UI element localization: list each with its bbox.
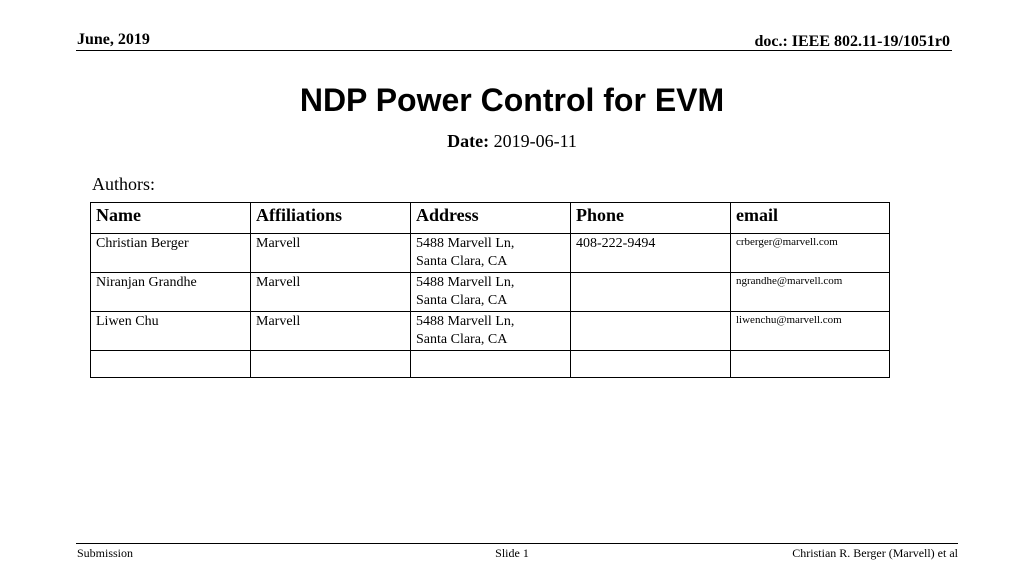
address-line-2: Santa Clara, CA (416, 254, 508, 269)
footer-authors: Christian R. Berger (Marvell) et al (792, 546, 958, 560)
table-row (91, 273, 890, 312)
author-name: Niranjan Grandhe (91, 273, 251, 312)
date-line (0, 131, 1024, 152)
address-line-1: 5488 Marvell Ln, (416, 236, 515, 251)
footer-slide-number: Slide 1 (495, 546, 529, 560)
address-line-2: Santa Clara, CA (416, 293, 508, 308)
author-phone (571, 312, 731, 351)
slide-title: NDP Power Control for EVM (299, 82, 725, 118)
address-line-1: 5488 Marvell Ln, (416, 275, 515, 290)
footer-submission: Submission (77, 546, 134, 560)
author-email (731, 351, 890, 378)
authors-label: Authors: (92, 174, 155, 194)
author-address (411, 273, 571, 312)
column-header-address: Address (411, 203, 571, 234)
column-header-phone: Phone (571, 203, 731, 234)
author-phone (571, 351, 731, 378)
author-email: crberger@marvell.com (731, 234, 890, 273)
author-name (91, 351, 251, 378)
header-doc-id: doc.: IEEE 802.11-19/1051r0 (754, 33, 950, 50)
author-name: Liwen Chu (91, 312, 251, 351)
address-line-1: 5488 Marvell Ln, (416, 314, 515, 329)
table-row (91, 234, 890, 273)
author-address (411, 234, 571, 273)
column-header-email: email (731, 203, 890, 234)
author-affiliation: Marvell (251, 312, 411, 351)
author-email: liwenchu@marvell.com (731, 312, 890, 351)
column-header-affiliations: Affiliations (251, 203, 411, 234)
author-affiliation: Marvell (251, 234, 411, 273)
author-address (411, 312, 571, 351)
column-header-name: Name (91, 203, 251, 234)
author-phone (571, 273, 731, 312)
author-address (411, 351, 571, 378)
footer-divider (76, 543, 958, 544)
table-row (91, 312, 890, 351)
address-line-2: Santa Clara, CA (416, 332, 508, 347)
table-header-row (91, 203, 890, 234)
table-row-empty (91, 351, 890, 378)
author-phone: 408-222-9494 (571, 234, 731, 273)
author-affiliation: Marvell (251, 273, 411, 312)
author-email: ngrandhe@marvell.com (731, 273, 890, 312)
authors-table (90, 202, 890, 378)
header-divider (76, 50, 952, 51)
author-name: Christian Berger (91, 234, 251, 273)
author-affiliation (251, 351, 411, 378)
header-date: June, 2019 (77, 31, 150, 48)
date-label: Date: (447, 131, 490, 151)
date-value: 2019-06-11 (493, 131, 577, 151)
